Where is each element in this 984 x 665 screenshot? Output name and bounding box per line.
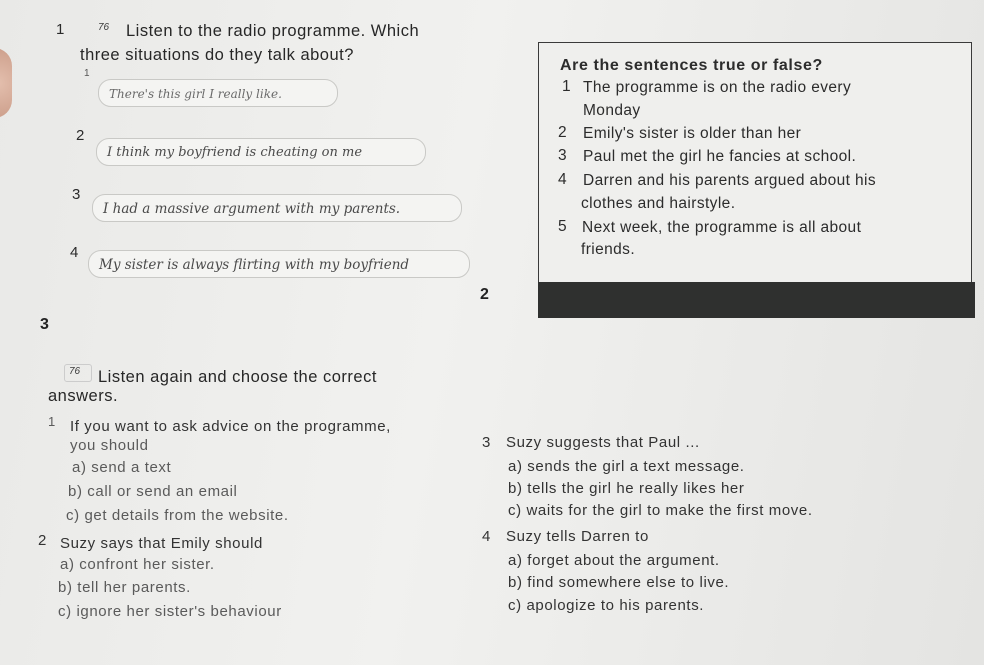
tf-item-text: Darren and his parents argued about his <box>583 172 877 189</box>
finger-thumb <box>0 48 12 118</box>
situation-number: 3 <box>72 186 81 203</box>
question-stem: Suzy tells Darren to <box>506 528 649 545</box>
question-stem: you should <box>70 437 149 454</box>
situation-bubble: I think my boyfriend is cheating on me <box>96 138 426 166</box>
situation-bubble: My sister is always flirting with my boyfriend <box>88 250 470 278</box>
tf-item-number: 1 <box>562 78 572 95</box>
true-false-panel-footer <box>538 282 975 318</box>
answer-option: c) waits for the girl to make the first move. <box>508 502 813 519</box>
tf-item-number: 5 <box>558 218 568 235</box>
audio-track-number: 76 <box>69 366 81 377</box>
tf-item-text: friends. <box>581 241 636 258</box>
tf-item-number: 4 <box>558 171 568 188</box>
question-number: 3 <box>482 434 491 451</box>
exercise-3-number: 3 <box>40 316 49 333</box>
tf-item-text: clothes and hairstyle. <box>581 195 736 212</box>
answer-option: a) send a text <box>72 459 172 476</box>
answer-option: a) sends the girl a text message. <box>508 458 745 475</box>
question-number: 4 <box>482 528 491 545</box>
tf-item-text: The programme is on the radio every <box>583 79 852 96</box>
tf-item-text: Paul met the girl he fancies at school. <box>583 148 857 165</box>
question-number: 1 <box>48 414 56 429</box>
question-number: 2 <box>38 532 47 549</box>
audio-track-number: 76 <box>98 22 110 33</box>
answer-option: b) find somewhere else to live. <box>508 574 730 591</box>
exercise-1-instruction-line2: three situations do they talk about? <box>80 46 354 64</box>
answer-option: c) apologize to his parents. <box>508 597 705 614</box>
true-false-title: Are the sentences true or false? <box>560 57 823 74</box>
answer-option: b) tells the girl he really likes her <box>508 480 745 497</box>
situation-number: 2 <box>76 127 85 144</box>
situation-number: 4 <box>70 244 79 261</box>
tf-item-number: 3 <box>558 147 568 164</box>
exercise-2-number: 2 <box>480 286 489 303</box>
question-stem: If you want to ask advice on the programme, <box>70 418 391 435</box>
exercise-1-number: 1 <box>56 21 65 38</box>
tf-item-text: Emily's sister is older than her <box>583 125 802 142</box>
situation-bubble: I had a massive argument with my parents. <box>92 194 462 222</box>
answer-option: c) get details from the website. <box>66 507 289 524</box>
answer-option: b) call or send an email <box>68 483 238 500</box>
question-stem: Suzy says that Emily should <box>60 535 263 552</box>
question-stem: Suzy suggests that Paul ... <box>506 434 700 451</box>
tf-item-text: Monday <box>583 102 641 119</box>
tf-item-number: 2 <box>558 124 568 141</box>
answer-option: c) ignore her sister's behaviour <box>58 603 282 620</box>
answer-option: b) tell her parents. <box>58 579 191 596</box>
exercise-1-instruction-line1: Listen to the radio programme. Which <box>126 22 420 40</box>
situation-bubble: There's this girl I really like. <box>98 79 338 107</box>
exercise-3-instruction-line2: answers. <box>48 387 119 405</box>
answer-option: a) confront her sister. <box>60 556 215 573</box>
answer-option: a) forget about the argument. <box>508 552 720 569</box>
exercise-3-instruction-line1: Listen again and choose the correct <box>98 368 377 386</box>
tf-item-text: Next week, the programme is all about <box>582 219 862 236</box>
situation-number: 1 <box>84 68 90 79</box>
